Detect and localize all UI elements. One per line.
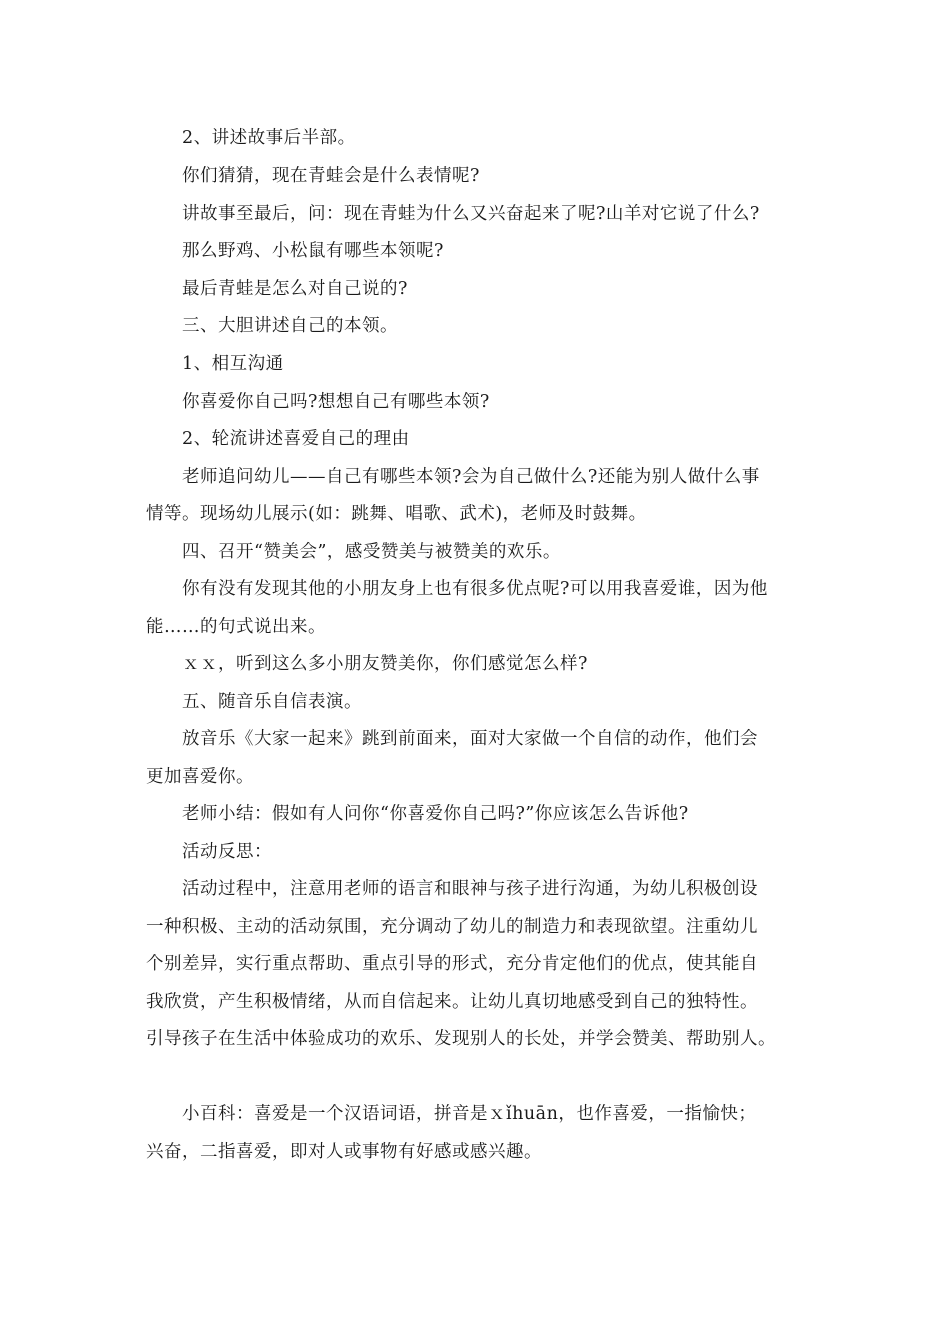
paragraph-line: 情等。现场幼儿展示(如：跳舞、唱歌、武术)，老师及时鼓舞。 (146, 504, 647, 524)
paragraph-line: 讲故事至最后，问：现在青蛙为什么又兴奋起来了呢?山羊对它说了什么? (182, 204, 760, 224)
paragraph-line: 一种积极、主动的活动氛围，充分调动了幼儿的制造力和表现欲望。注重幼儿 (146, 917, 758, 937)
paragraph-line: 更加喜爱你。 (146, 767, 254, 787)
paragraph-line: 2、讲述故事后半部。 (182, 128, 356, 148)
paragraph-line: 能……的句式说出来。 (146, 617, 326, 637)
paragraph-line: 你喜爱你自己吗?想想自己有哪些本领? (182, 392, 490, 412)
paragraph-line: 1、相互沟通 (182, 354, 284, 374)
paragraph-line: 那么野鸡、小松鼠有哪些本领呢? (182, 241, 444, 261)
paragraph-line: 你有没有发现其他的小朋友身上也有很多优点呢?可以用我喜爱谁，因为他 (182, 579, 768, 599)
encyclopedia-note: 小百科：喜爱是一个汉语词语，拼音是ｘǐhuān，也作喜爱，一指愉快； (182, 1104, 757, 1124)
section-heading: 四、召开“赞美会”，感受赞美与被赞美的欢乐。 (182, 542, 561, 562)
paragraph-line: 老师追问幼儿——自己有哪些本领?会为自己做什么?还能为别人做什么事 (182, 467, 760, 487)
paragraph-line: 最后青蛙是怎么对自己说的? (182, 279, 408, 299)
paragraph-line: 2、轮流讲述喜爱自己的理由 (182, 429, 410, 449)
paragraph-line: 个别差异，实行重点帮助、重点引导的形式，充分肯定他们的优点，使其能自 (146, 954, 758, 974)
paragraph-line: 引导孩子在生活中体验成功的欢乐、发现别人的长处，并学会赞美、帮助别人。 (146, 1029, 776, 1049)
paragraph-line: 放音乐《大家一起来》跳到前面来，面对大家做一个自信的动作，他们会 (182, 729, 758, 749)
section-heading: 活动反思： (182, 842, 272, 862)
paragraph-line: 你们猜猜，现在青蛙会是什么表情呢? (182, 166, 480, 186)
section-heading: 五、随音乐自信表演。 (182, 692, 362, 712)
paragraph-line: 活动过程中，注意用老师的语言和眼神与孩子进行沟通，为幼儿积极创设 (182, 879, 758, 899)
paragraph-line: ｘｘ，听到这么多小朋友赞美你，你们感觉怎么样? (182, 654, 588, 674)
paragraph-line: 我欣赏，产生积极情绪，从而自信起来。让幼儿真切地感受到自己的独特性。 (146, 992, 758, 1012)
paragraph-line: 老师小结：假如有人问你“你喜爱你自己吗?”你应该怎么告诉他? (182, 804, 689, 824)
section-heading: 三、大胆讲述自己的本领。 (182, 316, 398, 336)
encyclopedia-note: 兴奋，二指喜爱，即对人或事物有好感或感兴趣。 (146, 1142, 542, 1162)
